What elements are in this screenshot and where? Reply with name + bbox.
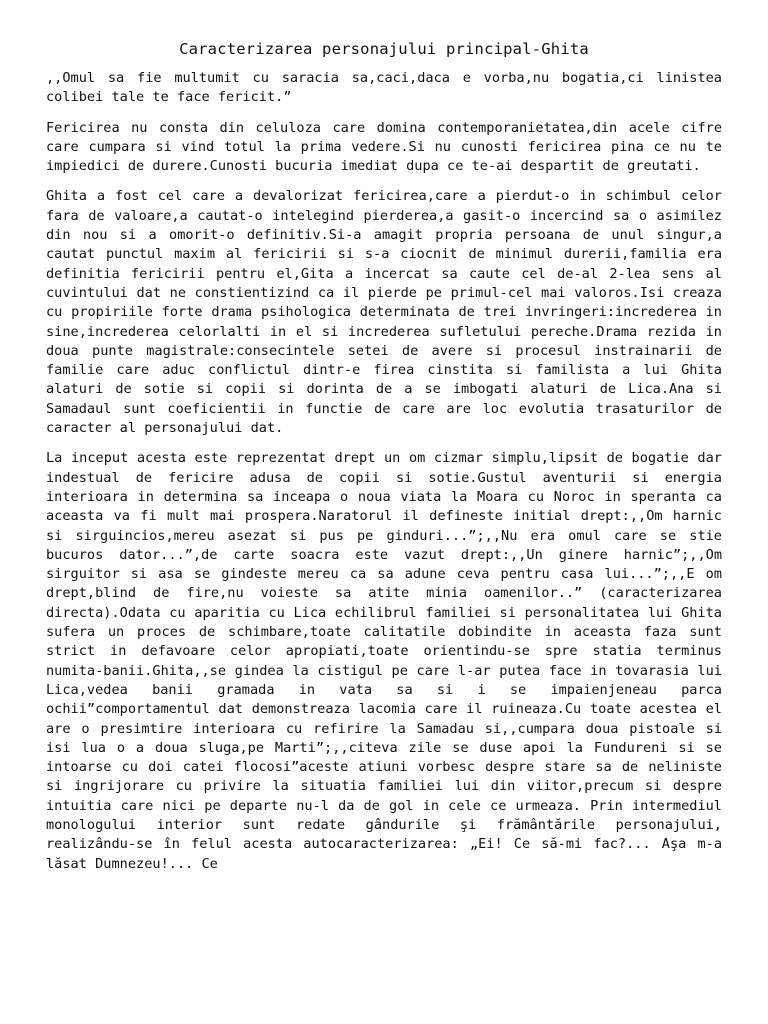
paragraph-happiness: Fericirea nu consta din celuloza care domina contemporanietatea,din acele cifre care cumpara si vind totul la prima vedere.Si nu cunosti fericirea pina ce nu te impiedici de durere.Cunosti bucuria imediat dupa ce te-ai despartit de greutati. (46, 119, 722, 175)
document-title: Caracterizarea personajului principal-Ghita (179, 40, 589, 58)
paragraph-quote: ,,Omul sa fie multumit cu saracia sa,caci,daca e vorba,nu bogatia,ci linistea colibei tale te face fericit.” (46, 70, 722, 106)
paragraph-ghita-evolution: La inceput acesta este reprezentat drept un om cizmar simplu,lipsit de bogatie dar indestual de fericire adusa de copii si sotie.Gustul aventurii si energia interioara in determina sa inceapa o noua viata la Moara cu Noroc in speranta ca aceasta va fi mult mai prospera.Naratorul il defineste initial drept:,,Om harnic si sirguincios,mereu asezat si pus pe ginduri...”;,,Nu era omul care se stie bucuros dator...”,de carte soacra este vazut drept:,,Un ginere harnic”;,,Om sirguitor si asa se gindeste mereu ca sa adune ceva pentru casa lui...”;,,E om drept,blind de fire,nu voieste sa atite minia oamenilor..” (caracterizarea directa).Odata cu aparitia cu Lica echilibrul familiei si personalitatea lui Ghita sufera un proces de schimbare,toate calitatile dobindite in aceasta faza sunt strict in defavoare celor apropiati,toate orientindu-se spre statia terminus numita-banii.Ghita,,se gindea la cistigul pe care l-ar putea face in tovarasia lui Lica,vedea banii gramada in vata sa si i se impaienjeneau parca ochii”comportamentul dat demonstreaza lacomia care il ruineaza.Cu toate acestea el are o presimtire interioara cu refirire la Samadau si,,cumpara doua pistoale si isi lua o a doua sluga,pe Marti”;,,citeva zile se duse apoi la Fundureni si se intoarse cu doi catei flocosi”aceste atiuni vorbesc despre stare sa de neliniste si ingrijorare cu privire la situatia familiei lui din viitor,precum si despre intuitia care nici pe departe nu-l da de gol in cele ce urmeaza. Prin intermediul monologului interior sunt redate gândurile şi frământările personajului, realizându-se în felul acesta autocaracterizarea: „Ei! Ce să-mi fac?... Aşa m-a lăsat Dumnezeu!... Ce (46, 450, 722, 872)
paragraph-ghita-drama: Ghita a fost cel care a devalorizat fericirea,care a pierdut-o in schimbul celor fara de valoare,a cautat-o intelegind pierderea,a gasit-o incercind sa o asimilez din nou si a omorit-o definitiv.Si-a amagit propria persoana de unul singur,a cautat punctul maxim al fericirii si s-a ciocnit de minimul durerii,familia era definitia fericirii pentru el,Gita a incercat sa caute cel de-al 2-lea sens al cuvintului dat ne constientizind ca il pierde pe primul-cel mai valoros.Isi creaza cu propiriile forte drama psihologica determinata de trei invringeri:increderea in sine,increderea celorlalti in el si increderea sufletului pereche.Drama rezida in doua punte magistrale:consecintele setei de avere si procesul instrainarii de familie care aduc conflictul dintr-e firea cinstita si familista a lui Ghita alaturi de sotie si copii si dorinta de a se imbogati alaturi de Lica.Ana si Samadaul sunt coeficientii in functie de care are loc evolutia trasaturilor de caracter al personajului dat. (46, 188, 722, 437)
